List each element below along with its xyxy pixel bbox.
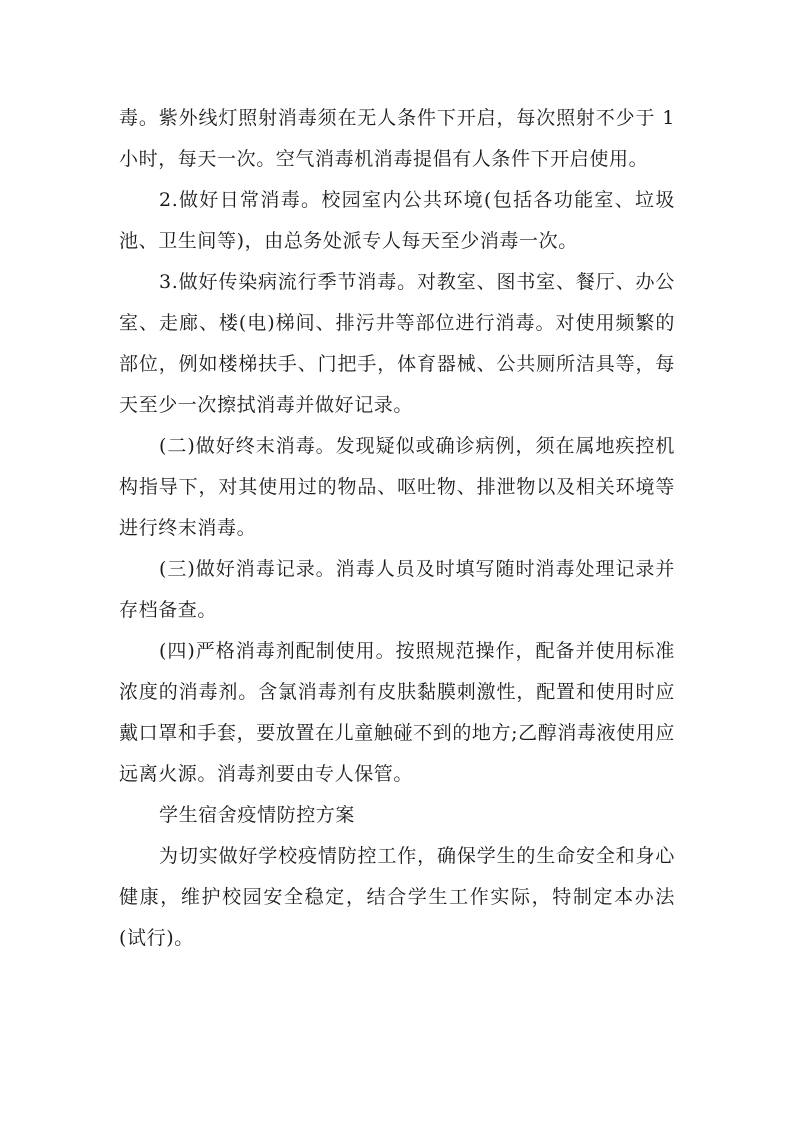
paragraph-disinfectant-usage: (四)严格消毒剂配制使用。按照规范操作，配备并使用标准浓度的消毒剂。含氯消毒剂有皮肤黏膜刺激性，配置和使用时应戴口罩和手套，要放置在儿童触碰不到的地方;乙醇消毒液使用应远离火源。消毒剂要由专人保管。: [119, 640, 675, 785]
paragraph-continued-disinfection: 毒。紫外线灯照射消毒须在无人条件下开启，每次照射不少于 1 小时，每天一次。空气消毒机消毒提倡有人条件下开启使用。: [119, 107, 675, 170]
paragraph-disinfection-records: (三)做好消毒记录。消毒人员及时填写随时消毒处理记录并存档备查。: [119, 558, 675, 621]
paragraph-plan-introduction: 为切实做好学校疫情防控工作，确保学生的生命安全和身心健康，维护校园安全稳定，结合学生工作实际，特制定本办法(试行)。: [119, 845, 675, 949]
paragraph-seasonal-disinfection: 3.做好传染病流行季节消毒。对教室、图书室、餐厅、办公室、走廊、楼(电)梯间、排污井等部位进行消毒。对使用频繁的部位，例如楼梯扶手、门把手，体育器械、公共厕所洁具等，每天至少一次擦拭消毒并做好记录。: [119, 271, 675, 416]
section-heading-dormitory-plan: 学生宿舍疫情防控方案: [159, 804, 356, 826]
paragraph-terminal-disinfection: (二)做好终末消毒。发现疑似或确诊病例，须在属地疾控机构指导下，对其使用过的物品、呕吐物、排泄物以及相关环境等进行终末消毒。: [119, 435, 675, 539]
document-body: [119, 98, 675, 959]
paragraph-daily-disinfection: 2.做好日常消毒。校园室内公共环境(包括各功能室、垃圾池、卫生间等)，由总务处派专人每天至少消毒一次。: [119, 189, 675, 252]
